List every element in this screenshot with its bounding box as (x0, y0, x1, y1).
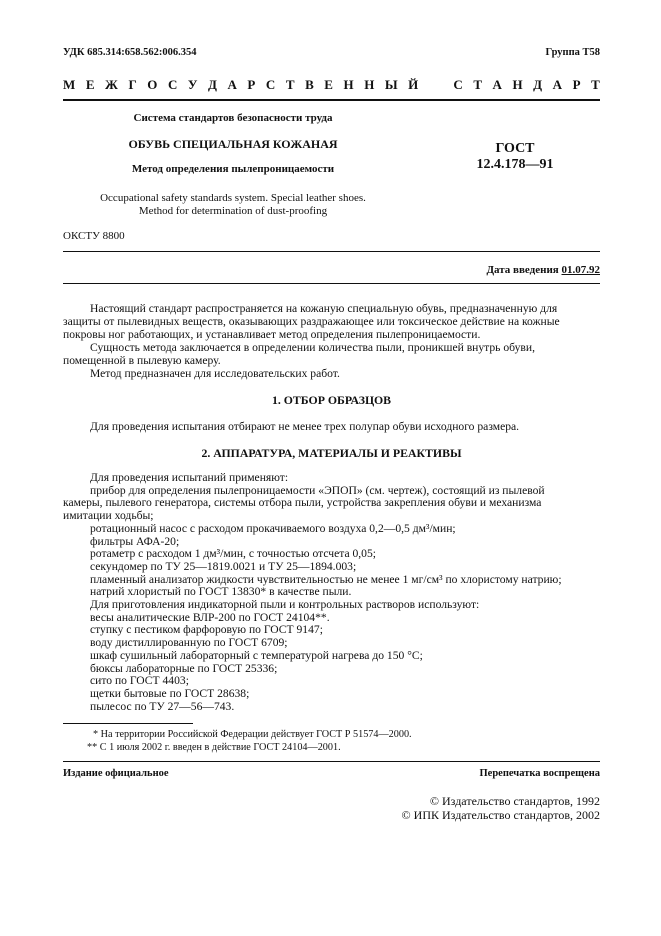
section-1-line: Для проведения испытания отбирают не менее трех полупар обуви исходного размера. (90, 420, 520, 433)
list-line: прибор для определения пылепроницаемости «ЭПОП» (см. чертеж), состоящий из пылевой (90, 483, 545, 497)
top-rule (63, 99, 600, 101)
banner-letter: С (265, 77, 276, 92)
banner-letter: В (305, 77, 314, 92)
interstate-standard-banner (63, 77, 600, 93)
gost-label: ГОСТ (495, 141, 535, 156)
list-line: натрий хлористый по ГОСТ 13830* в качестве пыли. (90, 585, 352, 599)
footer-rule (63, 761, 600, 762)
banner-letter: Ы (384, 77, 398, 92)
copyright-2002: © ИПК Издательство стандартов, 2002 (401, 808, 600, 822)
english-title-line2: Method for determination of dust-proofing (138, 205, 328, 217)
list-line: весы аналитические ВЛР-200 по ГОСТ 24104**. (90, 610, 330, 624)
intro-text (63, 303, 600, 380)
intro-line: Настоящий стандарт распространяется на кожаную специальную обувь, предназначенную для (90, 302, 558, 315)
introduction-date-label: Дата введения (486, 264, 559, 276)
banner-letter: Н (343, 77, 354, 92)
list-line: ротационный насос с расходом прокачиваемого воздуха 0,2—0,5 дм³/мин; (90, 521, 456, 535)
list-line: фильтры АФА-20; (90, 534, 180, 548)
banner-letter: С (453, 77, 463, 92)
list-line: сито по ГОСТ 4403; (90, 674, 189, 688)
banner-letter: С (167, 77, 178, 92)
list-line: пламенный анализатор жидкости чувствительностью не менее 1 мг/см³ по хлористому натрию; (90, 572, 562, 586)
banner-letter: М (63, 77, 76, 92)
list-line: воду дистиллированную по ГОСТ 6709; (90, 636, 288, 650)
banner-letter: А (552, 77, 563, 92)
footnote-2: ** С 1 июля 2002 г. введен в действие ГОСТ 24104—2001. (87, 742, 341, 753)
banner-letter: А (227, 77, 237, 92)
footnote-1: * На территории Российской Федерации действует ГОСТ Р 51574—2000. (93, 729, 412, 740)
section-1-heading: 1. ОТБОР ОБРАЗЦОВ (271, 393, 392, 407)
banner-letter: Т (285, 77, 295, 92)
list-line: шкаф сушильный лабораторный с температурой нагрева до 150 °С; (90, 648, 423, 662)
intro-line: Метод предназначен для исследовательских работ. (90, 366, 340, 380)
list-line: бюксы лабораторные по ГОСТ 25336; (90, 661, 278, 675)
banner-letter: Е (324, 77, 333, 92)
banner-letter: Й (408, 77, 419, 92)
banner-gap (429, 77, 443, 93)
list-line: Для проведения испытаний применяют: (90, 471, 289, 484)
banner-letter: Д (533, 77, 543, 92)
title-rule (63, 251, 600, 252)
date-rule (63, 283, 600, 284)
banner-letter: Е (85, 77, 95, 92)
footnote-rule (63, 723, 193, 724)
gost-number: 12.4.178—91 (476, 157, 554, 172)
banner-letter: Г (128, 77, 137, 92)
banner-letter: Н (512, 77, 523, 92)
okstu-code: ОКСТУ 8800 (63, 230, 125, 242)
list-line: камеры, пылевого генератора, системы отбора пыли, устройства закрепления обуви и механизма (63, 496, 542, 510)
official-edition: Издание официальное (63, 768, 169, 779)
list-line: ступку с пестиком фарфоровую по ГОСТ 9147; (90, 623, 323, 637)
copyright-1992: © Издательство стандартов, 1992 (429, 794, 600, 808)
system-title: Система стандартов безопасности труда (133, 112, 333, 124)
intro-line: помещенной в пылевую камеру. (63, 353, 221, 367)
english-title-line1: Occupational safety standards system. Special leather shoes. (100, 192, 366, 204)
introduction-date-value: 01.07.92 (561, 264, 600, 276)
list-line: пылесос по ТУ 27—56—743. (90, 699, 235, 713)
banner-letter: Н (364, 77, 375, 92)
group-code: Группа Т58 (545, 47, 600, 58)
banner-letter: Т (591, 77, 600, 92)
standard-title: ОБУВЬ СПЕЦИАЛЬНАЯ КОЖАНАЯ (128, 137, 338, 151)
banner-letter: О (147, 77, 158, 92)
section-1-text (63, 421, 600, 434)
intro-line: покровы ног работающих, и устанавливает метод определения пылепроницаемости. (63, 327, 481, 341)
banner-letter: Р (247, 77, 256, 92)
banner-letter: Д (207, 77, 217, 92)
list-line: ротаметр с расходом 1 дм³/мин, с точностью отсчета 0,05; (90, 547, 376, 561)
udk-code: УДК 685.314:658.562:006.354 (63, 47, 197, 58)
intro-line: Сущность метода заключается в определении количества пыли, проникшей внутрь обуви, (90, 340, 535, 354)
banner-letter: Т (473, 77, 482, 92)
method-title: Метод определения пылепроницаемости (131, 163, 335, 175)
list-line: имитации ходьбы; (63, 509, 154, 523)
banner-letter: Ж (105, 77, 118, 92)
list-line: секундомер по ТУ 25—1819.0021 и ТУ 25—1894.003; (90, 559, 357, 573)
section-2-heading: 2. АППАРАТУРА, МАТЕРИАЛЫ И РЕАКТИВЫ (201, 446, 462, 460)
list-line: Для приготовления индикаторной пыли и контрольных растворов используют: (90, 598, 480, 612)
list-line: щетки бытовые по ГОСТ 28638; (90, 686, 250, 700)
banner-letter: Р (572, 77, 581, 92)
reprint-prohibited: Перепечатка воспрещена (479, 768, 600, 779)
section-2-list (63, 472, 600, 713)
intro-line: защиты от пылевидных веществ, оказывающих раздражающее или токсическое действие на кожные (63, 314, 560, 328)
introduction-date (486, 264, 600, 276)
banner-letter: У (187, 77, 198, 92)
banner-letter: А (492, 77, 502, 92)
